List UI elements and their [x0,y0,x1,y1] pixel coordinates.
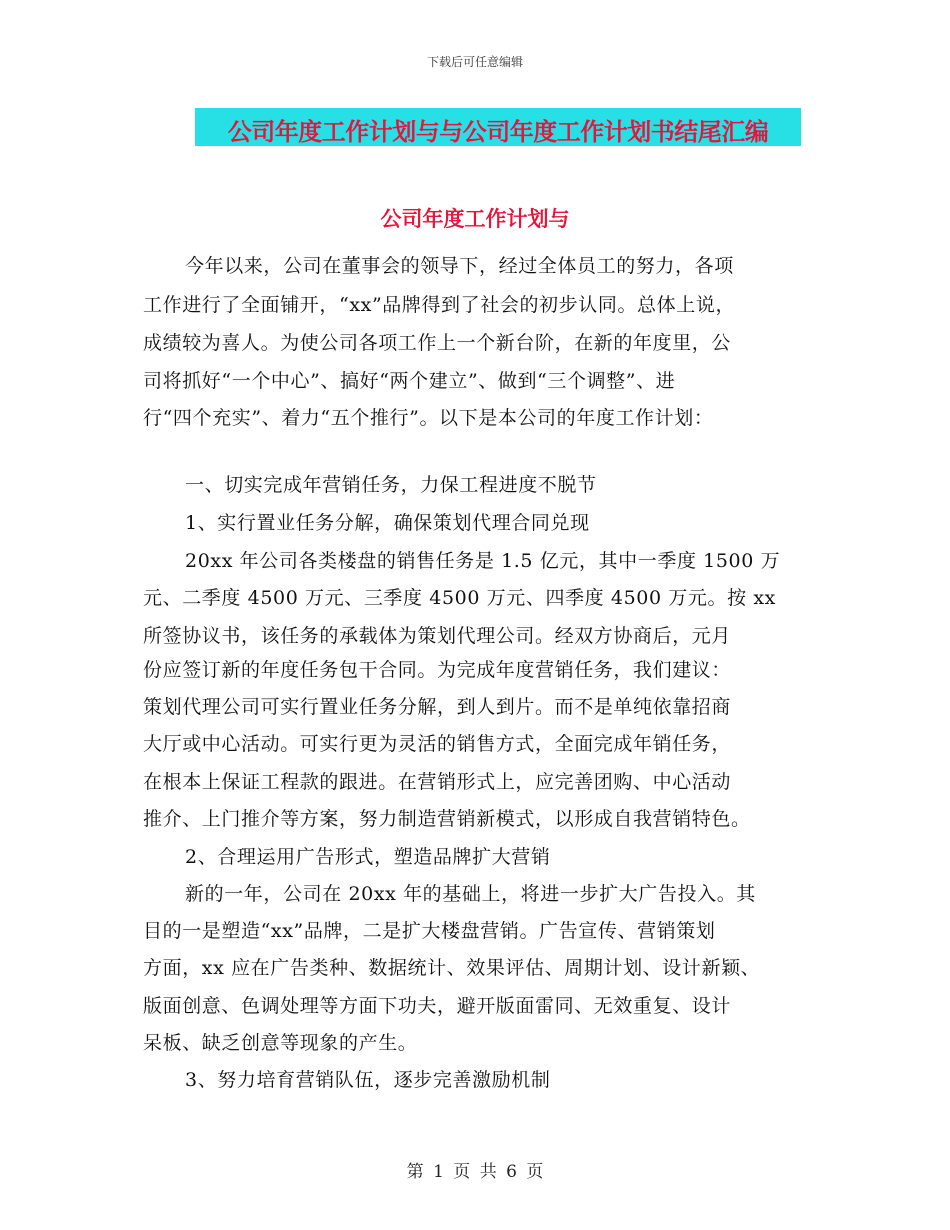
page-footer: 第 1 页 共 6 页 [406,1162,544,1182]
heading-line: 2、合理运用广告形式，塑造品牌扩大营销 [185,846,551,868]
paragraph-line: 目的一是塑造“xx”品牌，二是扩大楼盘营销。广告宣传、营销策划 [143,920,716,942]
section-title: 公司年度工作计划与 [380,207,570,231]
paragraph-line: 版面创意、色调处理等方面下功夫，避开版面雷同、无效重复、设计 [143,995,732,1017]
paragraph-line: 司将抓好“一个中心”、搞好“两个建立”、做到“三个调整”、进 [143,370,676,392]
paragraph-line: 新的一年，公司在 20xx 年的基础上，将进一步扩大广告投入。其 [185,883,756,905]
heading-line: 1、实行置业任务分解，确保策划代理合同兑现 [185,512,590,534]
page-header-note: 下载后可任意编辑 [426,55,523,69]
paragraph-line: 今年以来，公司在董事会的领导下，经过全体员工的努力，各项 [185,255,734,277]
paragraph-line: 所签协议书，该任务的承载体为策划代理公司。经双方协商后，元月 [143,625,732,647]
paragraph-line: 工作进行了全面铺开，“xx”品牌得到了社会的初步认同。总体上说， [143,294,736,316]
paragraph-line: 成绩较为喜人。为使公司各项工作上一个新台阶，在新的年度里，公 [143,332,732,354]
paragraph-line: 行“四个充实”、着力“五个推行”。以下是本公司的年度工作计划： [143,407,714,429]
paragraph-line: 方面，xx 应在广告类种、数据统计、效果评估、周期计划、设计新颖、 [143,957,761,979]
paragraph-line: 20xx 年公司各类楼盘的销售任务是 1.5 亿元，其中一季度 1500 万 [185,550,781,572]
heading-line: 一、切实完成年营销任务，力保工程进度不脱节 [185,474,597,496]
paragraph-line: 策划代理公司可实行置业任务分解，到人到片。而不是单纯依靠招商 [143,696,732,718]
main-title: 公司年度工作计划与与公司年度工作计划书结尾汇编 [227,118,769,146]
paragraph-line: 大厅或中心活动。可实行更为灵活的销售方式，全面完成年销任务， [143,733,732,755]
paragraph-line: 推介、上门推介等方案，努力制造营销新模式，以形成自我营销特色。 [143,808,751,830]
paragraph-line: 份应签订新的年度任务包干合同。为完成年度营销任务，我们建议： [143,659,732,681]
paragraph-line: 元、二季度 4500 万元、三季度 4500 万元、四季度 4500 万元。按 xx [143,587,776,609]
heading-line: 3、努力培育营销队伍，逐步完善激励机制 [185,1069,551,1091]
paragraph-line: 在根本上保证工程款的跟进。在营销形式上，应完善团购、中心活动 [143,771,732,793]
paragraph-line: 呆板、缺乏创意等现象的产生。 [143,1032,418,1054]
